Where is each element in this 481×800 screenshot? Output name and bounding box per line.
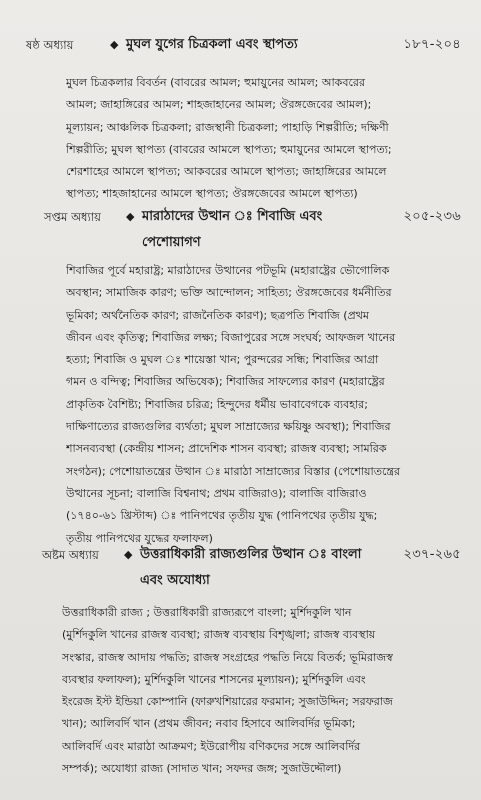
contents-line: মূল্যায়ন; আঞ্চলিক চিত্রকলা; রাজস্থানী চিত্রকলা; পাহাড়ি শিল্পরীতি; দক্ষিণী <box>66 120 389 134</box>
chapter-heading <box>0 206 481 228</box>
contents-line: মুঘল চিত্রকলার বিবর্তন (বাবরের আমল; হুমায়ুনের আমল; আকবরের <box>66 76 366 89</box>
contents-line: সংগঠন); পেশোয়াতন্ত্রের উত্থান ঃ মারাঠা সাম্রাজ্যের বিস্তার (পেশোয়াতন্ত্রের <box>66 464 401 478</box>
chapter-title: মুঘল যুগের চিত্রকলা এবং স্থাপত্য <box>126 37 298 52</box>
chapter-title-line-2: এবং অযোধ্যা <box>140 573 210 588</box>
page-range: ১৮৭-২০৪ <box>403 37 461 52</box>
contents-line: সম্পর্ক); অযোধ্যা রাজ্য (সাদাত খান; সফদর জঙ্গ; সুজাউদ্দৌলা) <box>62 762 342 776</box>
contents-line: শেরশাহের আমলে স্থাপত্য; আকবরের আমলে স্থাপত্য; জাহাঙ্গিরের আমলে <box>66 165 387 179</box>
chapter-label: ষষ্ঠ অধ্যায় <box>26 38 74 52</box>
chapter-title-line-2: পেশোয়াগণ <box>142 235 201 250</box>
contents-line: আলিবর্দি এবং মারাঠা আক্রমণ; ইউরোপীয় বণিকদের সঙ্গে আলিবর্দির <box>62 739 361 753</box>
contents-line: হত্যা; শিবাজি ও মুঘল ঃ শায়েস্তা খান; পুরন্দরের সন্ধি; শিবাজির আগ্রা <box>66 353 379 367</box>
contents-line: অবস্থান; সামাজিক কারণ; ভক্তি আন্দোলন; সাহিত্য; ঔরঙ্গজেবের ধর্মনীতির <box>66 286 392 300</box>
diamond-bullet-icon: ◆ <box>124 548 133 561</box>
contents-line: খান); আলিবর্দি খান (প্রথম জীবন; নবাব হিসাবে আলিবর্দির ভূমিকা; <box>62 717 356 731</box>
chapter-contents <box>66 260 465 550</box>
contents-line: সংস্কার, রাজস্ব আদায় পদ্ধতি; রাজস্ব সংগ্রহের পদ্ধতি নিয়ে বিতর্ক; ভূমিরাজস্ব <box>62 650 393 664</box>
contents-line: প্রাকৃতিক বৈশিষ্ট্য; শিবাজির চরিত্র; হিন্দুদের ধর্মীয় ভাবাবেগকে ব্যবহার; <box>66 397 368 411</box>
contents-line: স্থাপত্য; শাহজাহানের আমলে স্থাপত্য; ঔরঙ্গজেবের আমলে স্থাপত্য) <box>66 187 358 201</box>
chapter-6 <box>0 34 481 224</box>
contents-line: দাক্ষিণাত্যের রাজ্যগুলির ব্যর্থতা; মুঘল সাম্রাজ্যের ক্ষয়িষ্ণু অবস্থা); শিবাজির <box>66 420 391 434</box>
chapter-heading-continued <box>0 570 481 592</box>
diamond-bullet-icon: ◆ <box>110 38 119 51</box>
contents-line: (১৭৪০-৬১ খ্রিস্টাব্দ) ঃ পানিপথের তৃতীয় যুদ্ধ (পানিপথের তৃতীয় যুদ্ধ; <box>66 509 378 523</box>
chapter-8 <box>0 544 481 794</box>
chapter-heading <box>0 544 481 566</box>
chapter-contents <box>62 602 465 780</box>
chapter-7 <box>0 206 481 546</box>
chapter-heading <box>0 34 481 56</box>
contents-line: (মুর্শিদকুলি খানের রাজস্ব ব্যবস্থা; রাজস্ব ব্যবস্থায় বিশৃঙ্খলা; রাজস্ব ব্যবস্থায় <box>62 628 376 642</box>
contents-line: উত্তরাধিকারী রাজ্য ; উত্তরাধিকারী রাজ্যরূপে বাংলা; মুর্শিদকুলি খান <box>62 606 352 619</box>
contents-line: ব্যবস্থার ফলাফল); মুর্শিদকুলি খানের শাসনের মূল্যায়ন); মুর্শিদকুলি এবং <box>62 672 366 686</box>
diamond-bullet-icon: ◆ <box>126 210 135 223</box>
contents-line: উত্থানের সূচনা; বালাজি বিশ্বনাথ; প্রথম বাজিরাও); বালাজি বাজিরাও <box>66 486 367 500</box>
chapter-title: মারাঠাদের উত্থান ঃ শিবাজি এবং <box>142 209 323 224</box>
contents-line: ইংরেজ ইস্ট ইন্ডিয়া কোম্পানি (ফারুখশিয়ারের ফরমান; সুজাউদ্দিন; সরফরাজ <box>62 695 393 709</box>
chapter-label: অষ্টম অধ্যায় <box>42 548 99 562</box>
contents-line: তৃতীয় পানিপথের যুদ্ধের ফলাফল) <box>66 531 213 545</box>
contents-line: আমল; জাহাঙ্গিরের আমল; শাহজাহানের আমল; ঔরঙ্গজেবের আমল); <box>66 98 372 112</box>
contents-line: জীবন এবং কৃতিত্ব; শিবাজির লক্ষ্য; বিজাপুরের সঙ্গে সংঘর্ষ; আফজল খানের <box>66 330 396 344</box>
contents-line: শাসনব্যবস্থা (কেন্দ্রীয় শাসন; প্রাদেশিক শাসন ব্যবস্থা; রাজস্ব ব্যবস্থা; সামরিক <box>66 442 387 456</box>
contents-line: শিবাজির পূর্বে মহারাষ্ট্র; মারাঠাদের উত্থানের পটভূমি (মহারাষ্ট্রের ভৌগোলিক <box>66 264 390 277</box>
chapter-title: উত্তরাধিকারী রাজ্যগুলির উত্থান ঃ বাংলা <box>140 547 362 562</box>
contents-line: শিল্পরীতি; মুঘল স্থাপত্য (বাবরের আমলে স্থাপত্য; হুমায়ুনের আমলে স্থাপত্য; <box>66 142 392 156</box>
page-range: ২০৫-২৩৬ <box>403 209 461 224</box>
contents-line: গমন ও বন্দিত্ব; শিবাজির অভিষেক); শিবাজির সাফল্যের কারণ (মহারাষ্ট্রের <box>66 375 385 389</box>
chapter-label: সপ্তম অধ্যায় <box>44 210 101 224</box>
page-range: ২৩৭-২৬৫ <box>403 547 461 562</box>
chapter-heading-continued <box>0 232 481 254</box>
contents-line: ভূমিকা; অর্থনৈতিক কারণ; রাজনৈতিক কারণ); ছত্রপতি শিবাজি (প্রথম <box>66 308 370 322</box>
chapter-contents <box>66 72 457 206</box>
